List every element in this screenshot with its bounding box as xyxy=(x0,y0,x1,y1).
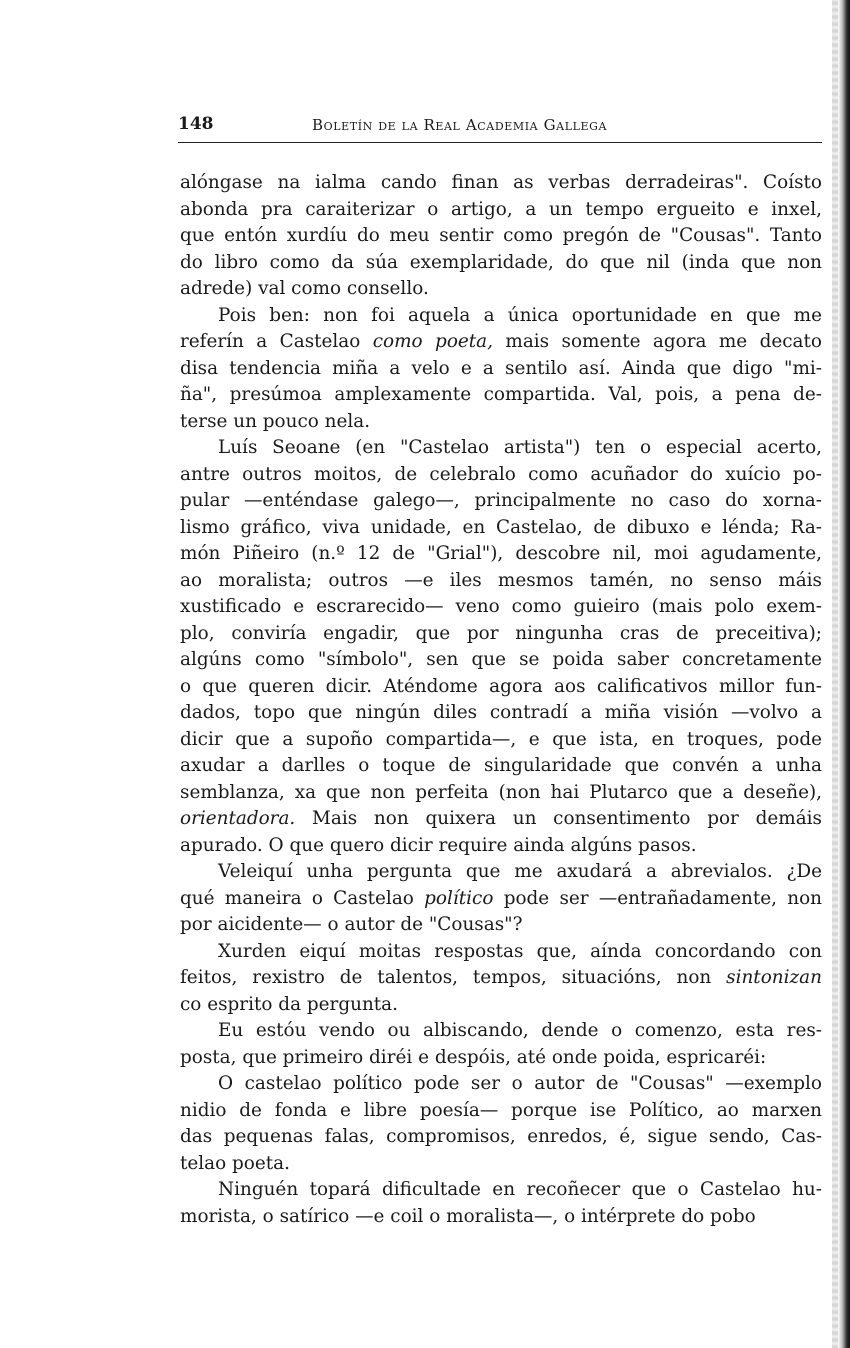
paragraph-2 xyxy=(180,303,822,436)
text-line xyxy=(180,833,822,860)
text-segment: pode ser —entrañadamente, non xyxy=(493,887,823,909)
body-text xyxy=(180,170,822,1230)
text-line xyxy=(180,1204,822,1231)
scan-edge-shadow xyxy=(832,0,838,1348)
text-line xyxy=(180,382,822,409)
text-segment: nidio de fonda e libre poesía— porque ise Político, ao marxen xyxy=(180,1099,822,1121)
text-line xyxy=(180,939,822,966)
text-line xyxy=(180,329,822,356)
text-segment: o que queren dicir. Aténdome agora aos calificativos millor fun- xyxy=(180,675,822,697)
text-line xyxy=(180,992,822,1019)
text-segment: referín a Castelao xyxy=(180,331,373,352)
text-segment: dados, topo que ningún diles contradí a miña visión —volvo a xyxy=(180,702,822,723)
text-line xyxy=(180,727,822,754)
text-segment: posta, que primeiro diréi e despóis, até onde poida, espricaréi: xyxy=(180,1046,767,1068)
text-line xyxy=(180,1177,822,1204)
text-segment: Eu estóu vendo ou albiscando, dende o comenzo, esta res- xyxy=(218,1020,822,1041)
text-segment: apurado. O que quero dicir require ainda algúns pasos. xyxy=(180,834,697,856)
text-line xyxy=(180,700,822,727)
text-line xyxy=(180,1018,822,1045)
text-segment: pular —enténdase galego—, principalmente no caso do xorna- xyxy=(180,490,822,511)
text-segment: mais somente agora me decato xyxy=(492,331,822,352)
text-segment: món Piñeiro (n.º 12 de "Grial"), descobre nil, moi agudamente, xyxy=(180,543,822,564)
text-line xyxy=(180,515,822,542)
text-line xyxy=(180,594,822,621)
text-segment: ao moralista; outros —e iles mesmos tamén, no senso máis xyxy=(180,569,822,591)
text-line xyxy=(180,409,822,436)
text-line xyxy=(180,462,822,489)
text-line xyxy=(180,223,822,250)
text-segment: feitos, rexistro de talentos, tempos, situacións, non xyxy=(180,967,727,988)
running-title: Boletín de la Real Academia Gallega xyxy=(312,116,608,134)
text-line xyxy=(180,965,822,992)
paragraph-6 xyxy=(180,1018,822,1071)
text-line xyxy=(180,435,822,462)
text-line xyxy=(180,621,822,648)
text-segment: abonda pra caraiterizar o artigo, a un tempo ergueito e inxel, xyxy=(180,198,822,220)
page-number: 148 xyxy=(178,114,214,134)
text-line xyxy=(180,541,822,568)
text-segment: qué maneira o Castelao xyxy=(180,887,425,909)
text-segment: político xyxy=(424,887,494,909)
text-line xyxy=(180,886,822,913)
text-segment: Mais non quixera un consentimento por demáis xyxy=(295,808,822,829)
paragraph-4 xyxy=(180,859,822,939)
text-line xyxy=(180,276,822,303)
text-line xyxy=(180,806,822,833)
text-line xyxy=(180,1045,822,1072)
text-segment: xustificado e escrarecido— veno como guieiro (mais polo exem- xyxy=(180,596,822,617)
text-line xyxy=(180,170,822,197)
text-segment: co esprito da pergunta. xyxy=(180,993,398,1015)
text-segment: algúns como "símbolo", sen que se poida saber concretamente xyxy=(180,649,822,670)
text-segment: disa tendencia miña a velo e a sentilo así. Ainda que digo "mi- xyxy=(180,357,822,379)
text-segment: por aicidente— o autor de "Cousas"? xyxy=(180,914,523,935)
text-line xyxy=(180,197,822,224)
paragraph-5 xyxy=(180,939,822,1019)
text-segment: sintonizan xyxy=(726,967,822,988)
paragraph-3 xyxy=(180,435,822,859)
text-line xyxy=(180,250,822,277)
text-line xyxy=(180,1151,822,1178)
paragraph-1 xyxy=(180,170,822,303)
text-line xyxy=(180,1071,822,1098)
text-line xyxy=(180,753,822,780)
text-segment: Veleiquí unha pergunta que me axudará a abrevialos. ¿De xyxy=(218,861,822,882)
text-line xyxy=(180,303,822,330)
text-segment: Ninguén topará dificultade en recoñecer que o Castelao hu- xyxy=(218,1179,822,1200)
text-segment: alóngase na ialma cando finan as verbas derradeiras". Coísto xyxy=(180,172,822,193)
text-segment: das pequenas falas, compromisos, enredos, é, sigue sendo, Cas- xyxy=(180,1126,822,1147)
text-segment: Xurden eiquí moitas respostas que, aínda concordando con xyxy=(218,940,822,962)
text-segment: Pois ben: non foi aquela a única oportunidade en que me xyxy=(218,304,822,326)
paragraph-8 xyxy=(180,1177,822,1230)
text-segment: ña", presúmoa amplexamente compartida. Val, pois, a pena de- xyxy=(180,384,822,405)
text-segment: lismo gráfico, viva unidade, en Castelao, de dibuxo e lénda; Ra- xyxy=(180,516,822,538)
text-line xyxy=(180,1098,822,1125)
text-line xyxy=(180,859,822,886)
text-segment: que entón xurdíu do meu sentir como pregón de "Cousas". Tanto xyxy=(180,225,822,246)
text-segment: como poeta, xyxy=(372,331,493,352)
text-segment: dicir que a supoño compartida—, e que ista, en troques, pode xyxy=(180,728,822,750)
text-segment: Luís Seoane (en "Castelao artista") ten o especial acerto, xyxy=(218,437,822,458)
text-line xyxy=(180,488,822,515)
text-segment: do libro como da súa exemplaridade, do que nil (inda que non xyxy=(180,251,822,273)
text-segment: adrede) val como consello. xyxy=(180,278,429,299)
text-line xyxy=(180,1124,822,1151)
scan-page-edge xyxy=(838,0,850,1348)
text-line xyxy=(180,912,822,939)
text-segment: orientadora. xyxy=(180,808,296,829)
text-segment: telao poeta. xyxy=(180,1152,290,1174)
text-segment: semblanza, xa que non perfeita (non hai Plutarco que a deseñe), xyxy=(180,781,822,803)
text-segment: morista, o satírico —e coil o moralista—, o intérprete do pobo xyxy=(180,1205,756,1227)
text-line xyxy=(180,647,822,674)
text-line xyxy=(180,568,822,595)
text-line xyxy=(180,674,822,701)
text-segment: O castelao político pode ser o autor de "Cousas" —exemplo xyxy=(218,1073,822,1094)
text-segment: plo, conviría engadir, que por ningunha cras de preceitiva); xyxy=(180,622,822,644)
text-segment: antre outros moitos, de celebralo como acuñador do xuício po- xyxy=(180,463,822,485)
paragraph-7 xyxy=(180,1071,822,1177)
text-segment: axudar a darlles o toque de singularidade que convén a unha xyxy=(180,755,822,776)
page-header xyxy=(178,114,822,143)
text-line xyxy=(180,356,822,383)
text-line xyxy=(180,780,822,807)
text-segment: terse un pouco nela. xyxy=(180,410,371,432)
